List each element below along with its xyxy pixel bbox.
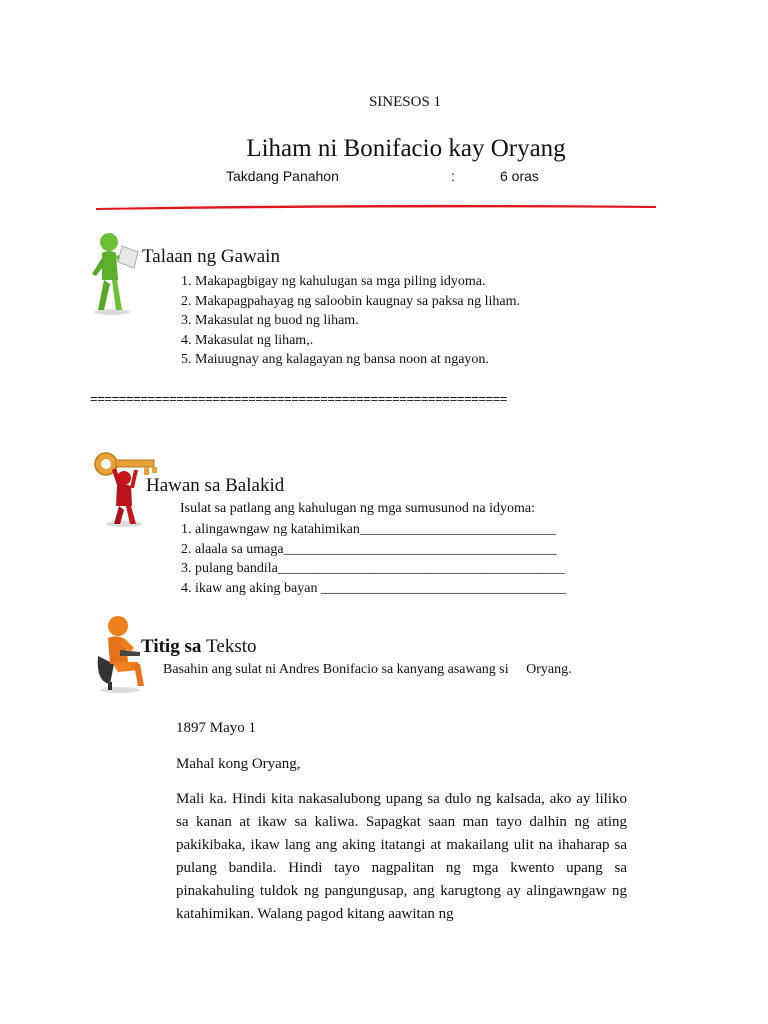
- list-item: 3. Makasulat ng buod ng liham.: [181, 313, 359, 328]
- section-title-hawan: Hawan sa Balakid: [146, 475, 285, 496]
- list-item: 1. alingawngaw ng katahimikan____________________________: [181, 522, 556, 537]
- letter-body: Mali ka. Hindi kita nakasalubong upang sa dulo ng kalsada, ako ay liliko sa kanan at ikaw sa kaliwa. Sapagkat saan man tayo dalhin ng ating pakikibaka, ikaw lang ang aking itatangi at makailang ulit na ihaharap sa pulang bandila. Hindi tayo nagpalitan ng mga kwento upang sa pinakahuling tuldok ng pangungusap, ang karugtong ay alingawngaw ng katahimikan. Walang pagod kitang aawitan ng: [176, 791, 627, 922]
- section-title-bold: Titig sa: [141, 636, 207, 657]
- list-item: 4. Makasulat ng liham,.: [181, 332, 314, 348]
- person-reading-icon: [82, 228, 142, 316]
- page-title: Liham ni Bonifacio kay Oryang: [246, 135, 566, 162]
- list-item: 4. ikaw ang aking bayan ___________________________________: [181, 580, 566, 596]
- duration-label: Takdang Panahon: [226, 168, 339, 184]
- section-title-rest: Teksto: [206, 636, 257, 657]
- hawan-instruction: Isulat sa patlang ang kahulugan ng mga sumusunod na idyoma:: [180, 501, 535, 516]
- list-item: 2. alaala sa umaga_______________________________________: [181, 541, 557, 557]
- section-number: SINESOS 1: [368, 94, 442, 110]
- titig-instruction: Basahin ang sulat ni Andres Bonifacio sa kanyang asawang si Oryang.: [163, 662, 572, 677]
- idioms-list: [181, 520, 566, 598]
- list-item: 2. Makapagpahayag ng saloobin kaugnay sa paksa ng liham.: [181, 293, 521, 309]
- separator-line: ==========================================================: [90, 391, 508, 406]
- objectives-list: [181, 272, 520, 370]
- section-title-titig: [141, 636, 257, 658]
- list-item: 1. Makapagbigay ng kahulugan sa mga piling idyoma.: [181, 274, 486, 289]
- list-item: 5. Maiuugnay ang kalagayan ng bansa noon at ngayon.: [181, 352, 489, 367]
- red-divider: [96, 202, 656, 212]
- letter-date: 1897 Mayo 1: [176, 720, 256, 736]
- section-title-talaan: Talaan ng Gawain: [142, 246, 280, 267]
- list-item: 3. pulang bandila_________________________________________: [181, 561, 565, 576]
- duration-colon: :: [451, 168, 455, 184]
- duration-value: 6 oras: [500, 168, 539, 184]
- letter-greeting: Mahal kong Oryang,: [176, 756, 301, 772]
